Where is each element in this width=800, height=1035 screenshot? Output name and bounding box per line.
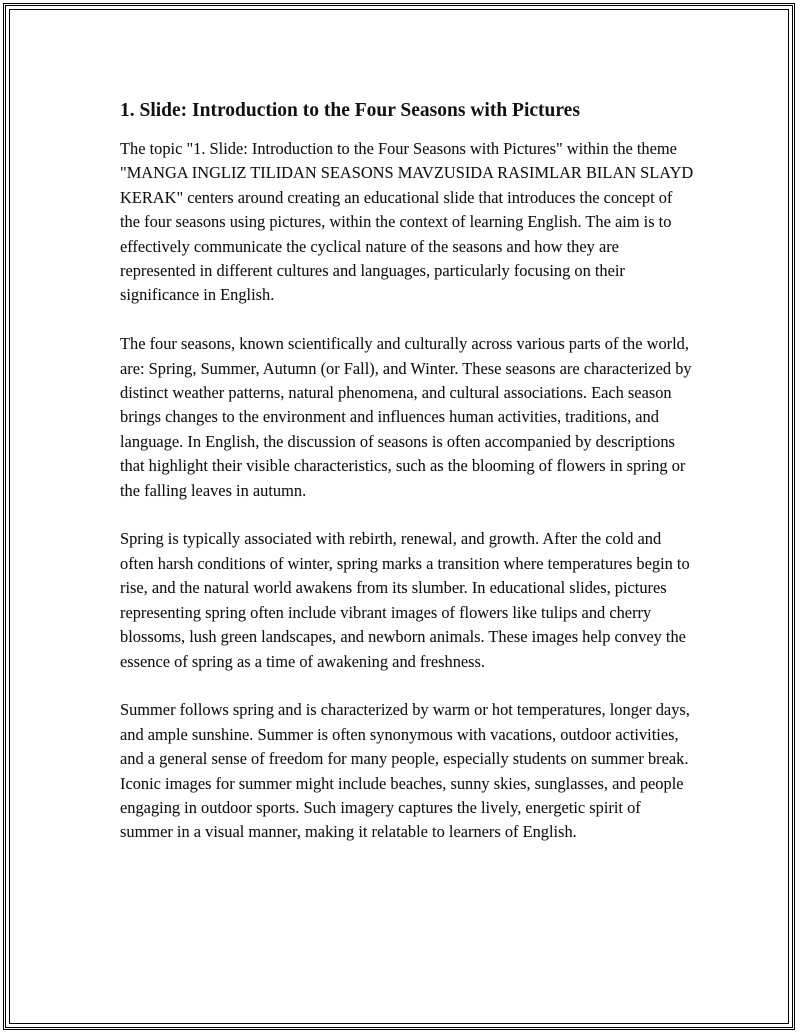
paragraph-intro: The topic "1. Slide: Introduction to the Four Seasons with Pictures" within the theme "MANGA INGLIZ TILIDAN SEASONS MAVZUSIDA RASIMLAR BILAN SLAYD KERAK" centers around creating an educational slide that introduces the concept of the four seasons using pictures, within the context of learning English. The aim is to effectively communicate the cyclical nature of the seasons and how they are represented in different cultures and languages, particularly focusing on their significance in English. — [120, 139, 694, 305]
document-body — [120, 98, 696, 845]
paragraph-summer: Summer follows spring and is characterized by warm or hot temperatures, longer days, and ample sunshine. Summer is often synonymous with vacations, outdoor activities, and a general sense of freedom for many people, especially students on summer break. Iconic images for summer might include beaches, sunny skies, sunglasses, and people engaging in outdoor sports. Such imagery captures the lively, energetic spirit of summer in a visual manner, making it relatable to learners of English. — [120, 700, 690, 842]
section-heading: 1. Slide: Introduction to the Four Seasons with Pictures — [120, 100, 580, 121]
page-border — [3, 3, 795, 1030]
paragraph-four-seasons: The four seasons, known scientifically and culturally across various parts of the world, are: Spring, Summer, Autumn (or Fall), and Winter. These seasons are characterized by distinct weather patterns, natural phenomena, and cultural associations. Each season brings changes to the environment and influences human activities, traditions, and language. In English, the discussion of seasons is often accompanied by descriptions that highlight their visible characteristics, such as the blooming of flowers in spring or the falling leaves in autumn. — [120, 334, 692, 500]
paragraph-spring: Spring is typically associated with rebirth, renewal, and growth. After the cold and often harsh conditions of winter, spring marks a transition where temperatures begin to rise, and the natural world awakens from its slumber. In educational slides, pictures representing spring often include vibrant images of flowers like tulips and cherry blossoms, lush green landscapes, and newborn animals. These images help convey the essence of spring as a time of awakening and freshness. — [120, 529, 690, 671]
